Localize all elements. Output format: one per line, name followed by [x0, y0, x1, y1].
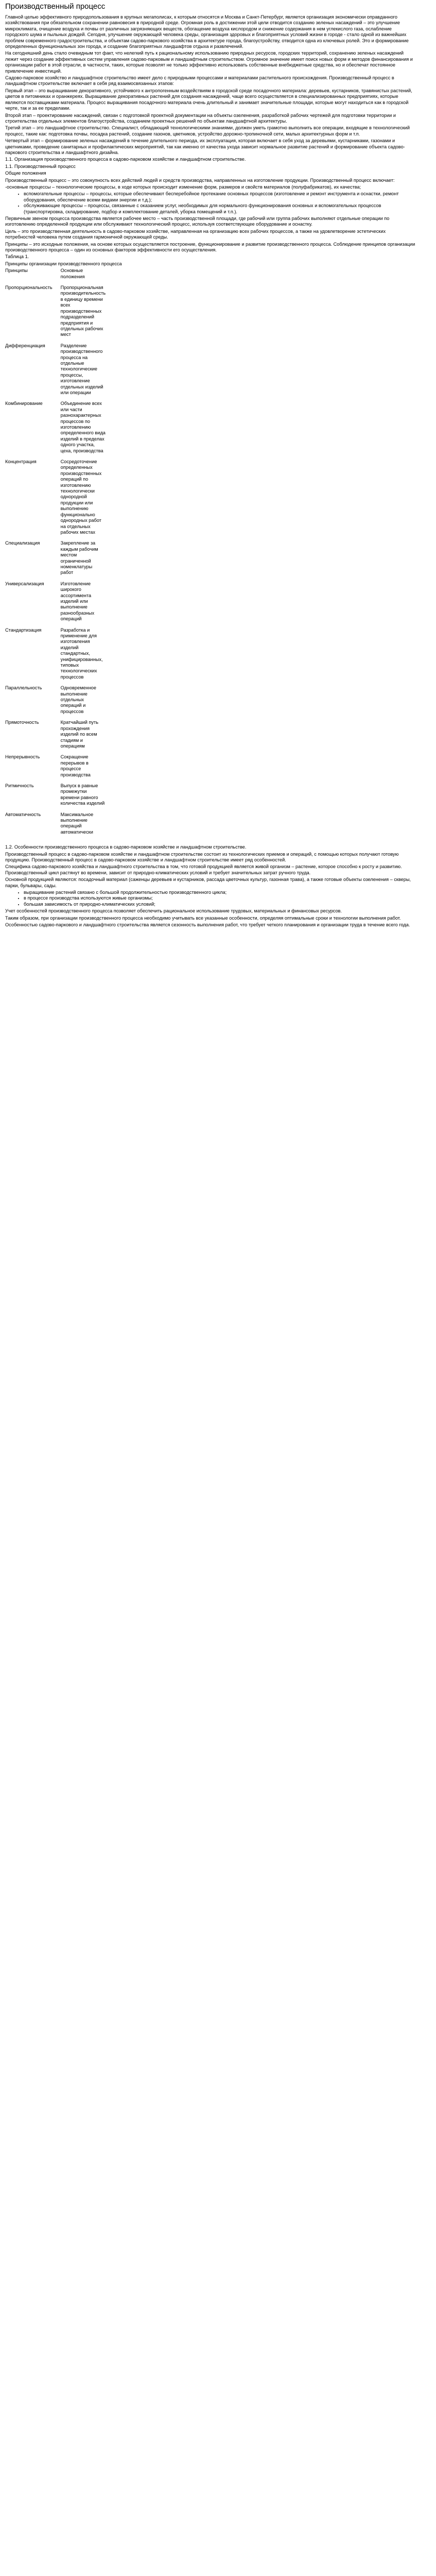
column-header: Основные положения — [60, 268, 85, 279]
principle-name: Комбинирование — [5, 401, 43, 406]
body-paragraph: Первичным звеном процесса производства является рабочее место – часть производственной площади, где рабочий или группа рабочих выполняют отдельные операции по изготовлению определенной продукции или обслуживают технологический процесс, используя соответствующее оборудование и оснастку. — [5, 216, 390, 227]
principle-name: Непрерывность — [5, 754, 40, 760]
table-row — [5, 685, 109, 720]
subsection-heading: Общие положения — [5, 171, 46, 176]
article — [0, 0, 424, 928]
page-title: Производственный процесс — [5, 2, 106, 11]
table-row — [5, 581, 109, 628]
table-row — [5, 285, 109, 343]
principle-desc: Сокращение перерывов в процессе производства — [60, 754, 91, 777]
list-item: • большая зависимость от природно-климатических условий; — [24, 902, 416, 907]
principle-name: Концентрация — [5, 459, 37, 465]
bullet-list — [24, 890, 416, 907]
principle-name: Параллельность — [5, 685, 42, 691]
list-item: • в процессе производства используются живые организмы; — [24, 895, 416, 901]
principle-desc: Выпуск в равные промежутки времени равного количества изделий — [60, 783, 105, 806]
list-item: • вспомогательные процессы – процессы, которые обеспечивают бесперебойное протекание основных процессов (изготовление и ремонт инструмента и оснастки, ремонт оборудования, обеспечение всеми видами энергии и т.д.); — [24, 191, 416, 203]
principle-name: Автоматичность — [5, 811, 41, 817]
principles-table — [5, 268, 109, 840]
table-title: Принципы организации производственного процесса — [5, 261, 122, 266]
table-row — [5, 720, 109, 754]
table-row — [5, 783, 109, 812]
intro-paragraph: Главной целью эффективного природопользования в крупных мегаполисах, к которым относятся и Москва и Санкт-Петербург, является организация экономически оправданного хозяйствования при обязательном сохранении равновесия в природной среде. Огромная роль в достижении этой цели отводится созданию зеленых насаждений – это улучшение микроклимата, очищение воздуха и почвы от различных загрязняющих веществ, обогащение воздуха кислородом и снижение содержания в нем углекислого газа, ослабление городского шума и пыльных дождей. Сегодня, улучшение окружающей человека среды, организация здоровых и благоприятных условий жизни в городе - стало одной из важнейших проблем современного градостроительства, и объектам садово-паркового хозяйства в архитектуре города, благоустройству, отводится одна из ключевых ролей. Это и формирование определенных функциональных зон города, и создание благоприятных ландшафтов отдыха и развлечений. — [5, 14, 409, 49]
principle-desc: Сосредоточение определенных производственных операций по изготовлению технологически однородной продукции или выполнению функционально однородных работ на отдельных рабочих местах — [60, 459, 102, 535]
table-row — [5, 628, 109, 686]
subsection-heading: 1.1. Производственный процесс — [5, 163, 76, 169]
body-paragraph: Цель – это производственная деятельность в садово-парковом хозяйстве, направленная на организацию всех рабочих процессов, а также на удовлетворение эстетических потребностей человека путем создания гармоничной окружающей среды. — [5, 228, 386, 240]
intro-paragraph: На сегодняшний день стало очевидным тот факт, что нелегкий путь к рациональному использованию природных ресурсов, городских территорий, сохранению зеленых насаждений лежит через создание эффективных систем управления садово-парковым и ландшафтным строительством. Огромное значение имеет поиск новых форм и методов финансирования и организации работ в этой отрасли, в частности, таких, которые позволят не только эффективно использовать собственные внебюджетные средства, но и обеспечат постоянное привлечение инвестиций. — [5, 50, 413, 74]
principle-name: Прямоточность — [5, 720, 39, 725]
principle-desc: Пропорциональная производительность в единицу времени всех производственных подразделений предприятия и отдельных рабочих мест — [60, 285, 106, 337]
principle-name: Пропорциональность — [5, 285, 53, 291]
table-row — [5, 459, 109, 540]
table-row — [5, 812, 109, 841]
principle-name: Дифференциация — [5, 343, 45, 348]
section-heading: 1.2. Особенности производственного процесса в садово-парковом хозяйстве и ландшафтном строительстве. — [5, 844, 247, 850]
section-heading: 1.1. Организация производственного процесса в садово-парковом хозяйстве и ландшафтном строительстве. — [5, 157, 246, 162]
body-paragraph: Особенностью садово-паркового и ландшафтного строительства является сезонность выполнения работ, что требует четкого планирования и организации труда в течение всего года. — [5, 922, 410, 928]
table-row — [5, 540, 109, 581]
principle-name: Стандартизация — [5, 627, 42, 633]
principle-name: Специализация — [5, 540, 40, 546]
table-header-row — [5, 268, 109, 285]
list-item: • выращивание растений связано с большой продолжительностью производственного цикла; — [24, 890, 416, 895]
body-paragraph: -основные процессы – технологические процессы, в ходе которых происходит изменение форм, размеров и свойств материалов (полуфабрикатов), их качества; — [5, 184, 361, 190]
body-paragraph: Таким образом, при организации производственного процесса необходимо учитывать все указанные особенности, определяя оптимальные сроки и технологии выполнения работ. — [5, 915, 401, 921]
table-caption: Таблица 1. — [5, 254, 29, 260]
intro-paragraph: Третий этап – это ландшафтное строительство. Специалист, обладающий технологическими знаниями, должен уметь грамотно выполнить все операции, входящие в технологический процесс, такие как: подготовка почвы, посадка растений, создание газонов, цветников, устройство дорожно-тропиночной сети, малых архитектурных форм и т.п. — [5, 125, 410, 137]
table-row — [5, 401, 109, 459]
body-paragraph: Учет особенностей производственного процесса позволяет обеспечить рациональное использование трудовых, материальных и финансовых ресурсов. — [5, 908, 342, 914]
principle-name: Ритмичность — [5, 783, 34, 788]
intro-paragraph: Первый этап – это выращивание декоративного, устойчивого к антропогенным воздействиям в городской среде посадочного материала: деревьев, кустарников, травянистых растений, цветов в питомниках и оранжереях. Выращивание декоративных растений для создания насаждений, чаще всего осуществляется в специализированных предприятиях, которые являются поставщиками материала. Процесс выращивания посадочного материала очень длительный и занимает значительные площади, которые могут находиться как в городской черте, так и за ее пределами. — [5, 88, 412, 111]
intro-paragraph: Садово-парковое хозяйство и ландшафтное строительство имеет дело с природными процессами и материалами растительного происхождения. Производственный процесс в ландшафтном строительстве включает в себя ряд взаимосвязанных этапов: — [5, 75, 394, 87]
principle-desc: Разделение производственного процесса на отдельные технологические процессы, изготовление отдельных изделий или операции — [60, 343, 103, 395]
intro-paragraph: Четвертый этап – формирование зеленых насаждений в течение длительного периода, их эксплуатация, которая включает в себя уход за деревьями, кустарниками, газонами и цветниками, проведение санитарных и профилактических мероприятий, так как именно от качества ухода зависит нормальное развитие растений и формирование объекта садово-паркового строительства и ландшафтного дизайна. — [5, 138, 405, 155]
bullet-list — [24, 191, 416, 215]
principle-desc: Разработка и применение для изготовления изделий стандартных, унифицированных, типовых технологических процессов — [60, 627, 103, 680]
principle-desc: Объединение всех или части разнохарактерных процессов по изготовлению определенного вида изделий в пределах одного участка, цеха, производства — [60, 401, 106, 453]
principle-desc: Закрепление за каждым рабочим местом ограниченной номенклатуры работ — [60, 540, 98, 575]
body-paragraph: Основной продукцией являются: посадочный материал (саженцы деревьев и кустарников, рассада цветочных культур, газонная трава), а также готовые объекты озеленения – скверы, парки, бульвары, сады. — [5, 877, 411, 888]
principle-desc: Максимальное выполнение операций автоматически — [60, 811, 94, 835]
list-item: • обслуживающие процессы – процессы, связанные с оказанием услуг, необходимых для нормального функционирования основных и вспомогательных процессов (транспортировка, складирование, подбор и комплектование деталей, уборка помещений и т.п.). — [24, 203, 416, 215]
column-header: Принципы — [5, 268, 28, 274]
principle-desc: Одновременное выполнение отдельных операций и процессов — [60, 685, 97, 714]
principle-name: Универсализация — [5, 581, 44, 586]
table-row — [5, 754, 109, 783]
intro-paragraph: Второй этап – проектирование насаждений, связан с подготовкой проектной документации на объекты озеленения, разработкой рабочих чертежей для подготовки территории и строительства отдельных элементов благоустройства, созданием проектных решений по объектам ландшафтной архитектуры. — [5, 112, 396, 124]
principle-desc: Кратчайший путь прохождения изделий по всем стадиям и операциям — [60, 720, 98, 749]
body-paragraph: Производственный процесс в садово-парковом хозяйстве и ландшафтном строительстве состоит из технологических приемов и операций, с помощью которых получают готовую продукцию. Производственный процесс в садово-парковом хозяйстве и ландшафтном строительстве имеет ряд особенностей. — [5, 851, 399, 862]
body-paragraph: Производственный процесс – это совокупность всех действий людей и средств производства, направленных на изготовление продукции. Производственный процесс включает: — [5, 177, 395, 183]
table-row — [5, 343, 109, 401]
body-paragraph: Специфика садово-паркового хозяйства и ландшафтного строительства в том, что готовой продукцией является живой организм – растение, которое способно к росту и развитию. Производственный цикл растянут во времени, зависит от природно-климатических условий и требует значительных затрат ручного труда. — [5, 864, 402, 875]
principle-desc: Изготовление широкого ассортимента изделий или выполнение разнообразных операций — [60, 581, 95, 622]
body-paragraph: Принципы – это исходные положения, на основе которых осуществляется построение, функционирование и развитие производственного процесса. Соблюдение принципов организации производственного процесса – один из основных факторов эффективности его осуществления. — [5, 241, 415, 253]
